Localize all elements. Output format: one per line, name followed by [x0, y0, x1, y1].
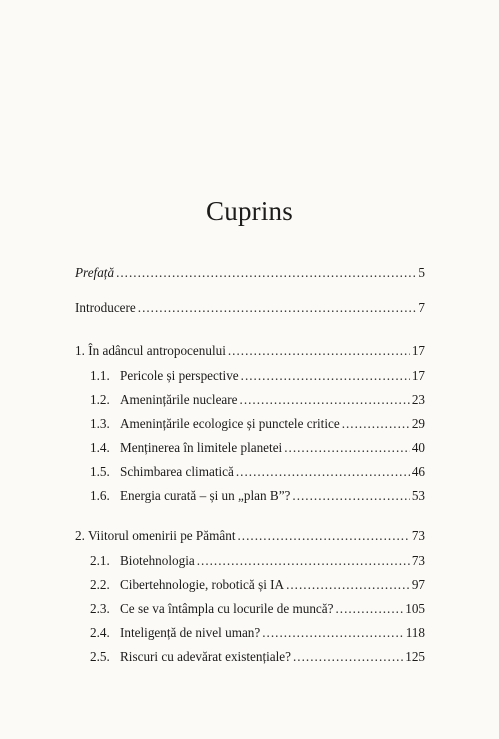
toc-entry-introducere[interactable] [75, 299, 425, 317]
toc-entry-label [90, 439, 282, 457]
toc-entry-section-2-2[interactable] [90, 576, 425, 594]
dot-leader [197, 552, 410, 570]
toc-entry-label: 1. În adâncul antropocenului [75, 343, 226, 358]
dot-leader [238, 527, 410, 545]
toc-entry-page: 118 [405, 625, 425, 640]
toc-entry-section-1-6[interactable] [90, 487, 425, 505]
toc-entry-section-1-2[interactable] [90, 391, 425, 409]
toc-entry-page: 73 [411, 553, 425, 568]
section-title: Riscuri cu adevărat existențiale? [120, 649, 291, 664]
section-number: 1.5. [90, 464, 110, 479]
toc-entry-section-1-5[interactable] [90, 463, 425, 481]
toc-entry-page: 40 [411, 440, 425, 455]
section-number: 1.2. [90, 392, 110, 407]
toc-entry-label: 2. Viitorul omenirii pe Pământ [75, 528, 236, 543]
toc-entry-label: Prefață [75, 265, 115, 280]
toc-entry-chapter-1[interactable] [75, 342, 425, 360]
section-number: 2.3. [90, 601, 110, 616]
toc-entry-page: 17 [411, 343, 425, 358]
section-title: Amenințările ecologice și punctele critice [120, 416, 340, 431]
dot-leader [292, 487, 409, 505]
section-number: 1.6. [90, 488, 110, 503]
dot-leader [262, 624, 403, 642]
toc-entry-label [90, 648, 291, 666]
toc-entry-section-2-4[interactable] [90, 624, 425, 642]
section-number: 2.2. [90, 577, 110, 592]
toc-entry-label [90, 367, 239, 385]
section-number: 1.1. [90, 368, 110, 383]
dot-leader [286, 576, 410, 594]
toc-entry-section-2-3[interactable] [90, 600, 425, 618]
section-title: Ce se va întâmpla cu locurile de muncă? [120, 601, 334, 616]
section-number: 1.3. [90, 416, 110, 431]
dot-leader [293, 648, 403, 666]
toc-entry-section-2-1[interactable] [90, 552, 425, 570]
dot-leader [236, 463, 410, 481]
toc-entry-page: 53 [411, 488, 425, 503]
section-number: 2.5. [90, 649, 110, 664]
section-title: Amenințările nucleare [120, 392, 238, 407]
toc-entry-page: 105 [405, 601, 425, 616]
toc-entry-page: 125 [405, 649, 425, 664]
section-title: Biotehnologia [120, 553, 195, 568]
section-title: Energia curată – și un „plan B”? [120, 488, 291, 503]
dot-leader [138, 299, 417, 317]
section-title: Menținerea în limitele planetei [120, 440, 283, 455]
section-number: 2.4. [90, 625, 110, 640]
toc-entry-label [90, 600, 333, 618]
section-title: Schimbarea climatică [120, 464, 234, 479]
toc-entry-page: 97 [411, 577, 425, 592]
section-number: 1.4. [90, 440, 110, 455]
section-title: Cibertehnologie, robotică și IA [120, 577, 285, 592]
dot-leader [241, 367, 410, 385]
toc-entry-section-2-5[interactable] [90, 648, 425, 666]
toc-entry-section-1-4[interactable] [90, 439, 425, 457]
toc-entry-section-1-3[interactable] [90, 415, 425, 433]
toc-entry-section-1-1[interactable] [90, 367, 425, 385]
toc-entry-label [90, 415, 340, 433]
dot-leader [335, 600, 403, 618]
toc-entry-label [90, 552, 195, 570]
section-number: 2.1. [90, 553, 110, 568]
toc-entry-label [90, 576, 284, 594]
toc-entry-chapter-2[interactable] [75, 527, 425, 545]
section-title: Pericole și perspective [120, 368, 239, 383]
page-title: Cuprins [206, 196, 293, 226]
section-title: Inteligență de nivel uman? [120, 625, 261, 640]
toc-entry-page: 29 [411, 416, 425, 431]
toc-entry-page: 23 [411, 392, 425, 407]
toc-entry-page: 73 [411, 528, 425, 543]
toc-entry-page: 46 [411, 464, 425, 479]
toc-entry-page: 7 [418, 300, 425, 315]
dot-leader [228, 342, 410, 360]
toc-entry-label: Introducere [75, 300, 136, 315]
dot-leader [116, 264, 416, 282]
toc-entry-prefata[interactable] [75, 264, 425, 282]
dot-leader [240, 391, 410, 409]
dot-leader [284, 439, 410, 457]
toc-entry-page: 17 [411, 368, 425, 383]
toc-entry-label [90, 391, 238, 409]
toc-entry-label [90, 487, 290, 505]
toc-entry-label [90, 624, 260, 642]
dot-leader [342, 415, 410, 433]
toc-entry-page: 5 [418, 265, 425, 280]
toc-entry-label [90, 463, 234, 481]
